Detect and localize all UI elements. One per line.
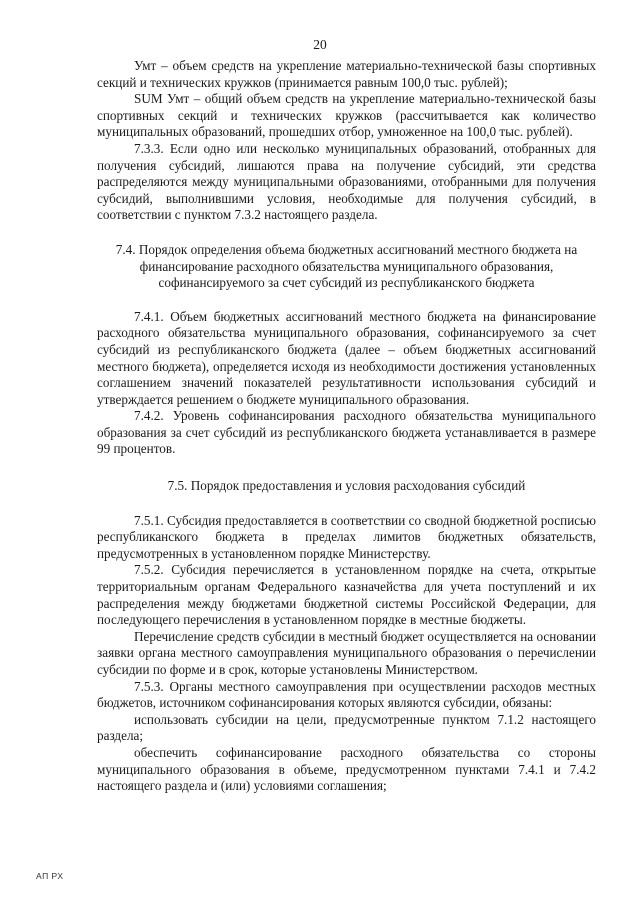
paragraph-transfer-request: Перечисление средств субсидии в местный бюджет осуществляется на основании заявки органа местного самоуправления муниципального образования о перечислении субсидии по форме и в срок, которые установлены Министерством. xyxy=(97,628,596,677)
page-number: 20 xyxy=(313,37,327,52)
document-body xyxy=(97,58,596,795)
footer-mark: АП РХ xyxy=(36,871,64,881)
paragraph-7-3-3: 7.3.3. Если одно или несколько муниципальных образований, отобранных для получения субсидий, лишаются права на получение субсидий, эти средства распределяются между муниципальными образованиями, отобранными для получения субсидий, выполнившими условия, необходимые для получения субсидий, в соответствии с пунктом 7.3.2 настоящего раздела. xyxy=(97,140,596,223)
heading-line: 7.4. Порядок определения объема бюджетных ассигнований местного бюджета на xyxy=(115,241,578,257)
section-heading-7-5 xyxy=(97,478,596,495)
paragraph-umt-definition: Умт – объем средств на укрепление материально-технической базы спортивных секций и технических кружков (принимается равным 100,0 тыс. рублей); xyxy=(97,58,596,90)
heading-line: 7.5. Порядок предоставления и условия расходования субсидий xyxy=(167,478,526,494)
heading-line: софинансируемого за счет субсидий из республиканского бюджета xyxy=(158,275,535,291)
paragraph-7-5-3: 7.5.3. Органы местного самоуправления при осуществлении расходов местных бюджетов, источником софинансирования которых являются субсидии, обязаны: xyxy=(97,678,596,711)
paragraph-sum-umt-definition: SUM Умт – общий объем средств на укрепление материально-технической базы спортивных секций и технических кружков (рассчитывается как количество муниципальных образований, прошедших отбор, умноженное на 100,0 тыс. рублей). xyxy=(97,91,596,140)
heading-line: финансирование расходного обязательства муниципального образования, xyxy=(139,258,554,274)
paragraph-7-4-1: 7.4.1. Объем бюджетных ассигнований местного бюджета на финансирование расходного обязательства муниципального образования, софинансируемого за счет субсидий из республиканского бюджета (далее – объем бюджетных ассигнований местного бюджета), определяется исходя из необходимости достижения установленных соглашением значений показателей результативности использования субсидий и утверждается решением о бюджете муниципального образования. xyxy=(97,308,596,407)
section-heading-7-4 xyxy=(97,242,596,292)
paragraph-7-5-2: 7.5.2. Субсидия перечисляется в установленном порядке на счета, открытые территориальным органам Федерального казначейства для учета поступлений и их распределения между бюджетами бюджетной системы Российской Федерации, для последующего перечисления в установленном порядке в местные бюджеты. xyxy=(97,562,596,628)
paragraph-7-4-2: 7.4.2. Уровень софинансирования расходного обязательства муниципального образования за счет субсидий из республиканского бюджета устанавливается в размере 99 процентов. xyxy=(97,408,596,457)
paragraph-7-5-1: 7.5.1. Субсидия предоставляется в соответствии со сводной бюджетной росписью республиканского бюджета в пределах лимитов бюджетных обязательств, предусмотренных в установленном порядке Министерству. xyxy=(97,512,596,561)
paragraph-cofinancing: обеспечить софинансирование расходного обязательства со стороны муниципального образования в объеме, предусмотренном пунктами 7.4.1 и 7.4.2 настоящего раздела и (или) условиями соглашения; xyxy=(97,744,596,794)
paragraph-use-subsidies: использовать субсидии на цели, предусмотренные пунктом 7.1.2 настоящего раздела; xyxy=(97,711,596,744)
